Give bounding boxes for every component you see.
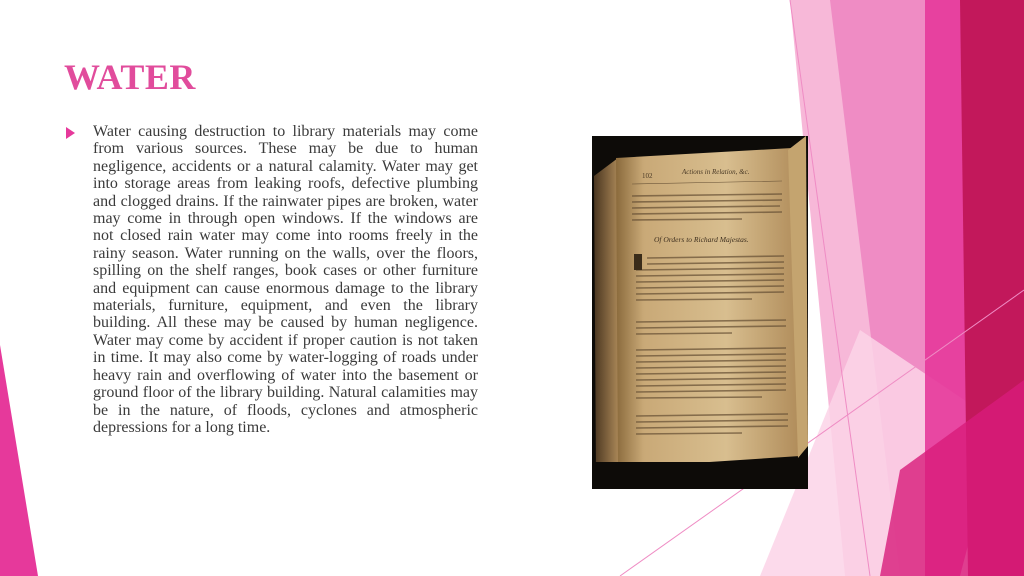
book-running-head: Actions in Relation, &c. xyxy=(682,168,750,176)
book-page-number: 102 xyxy=(642,172,653,180)
bullet-arrow-icon xyxy=(66,127,75,139)
bullet-list xyxy=(66,123,478,436)
left-pink-wedge xyxy=(0,345,38,576)
bullet-text: Water causing destruction to library materials may come from various sources. These may be due to human negligence, accidents or a natural calamity. Water may get into storage areas from leaking roofs, defective plumbing and clogged drains. If the rainwater pipes are broken, water may come in through open windows. If the windows are not closed rain water may come into rooms freely in the rainy season. Water running on the walls, over the floors, spilling on the shelf ranges, book cases or other furniture and equipment can cause enormous damage to the library materials, furniture, equipment, and even the library building. All these may be caused by human negligence. Water may come by accident if proper caution is not taken in time. It may also come by water-logging of roads under heavy rain and overflowing of water into the basement or ground floor of the library building. Natural calamities may be in the nature, of floods, cyclones and atmospheric depressions for a long time. xyxy=(93,123,478,436)
open-old-book-icon xyxy=(592,136,808,489)
book-heading: Of Orders to Richard Majestas. xyxy=(654,235,749,244)
old-book-photo xyxy=(592,136,808,489)
book-drop-cap xyxy=(634,254,642,270)
book-spine xyxy=(594,158,618,478)
slide-title: WATER xyxy=(64,57,196,97)
